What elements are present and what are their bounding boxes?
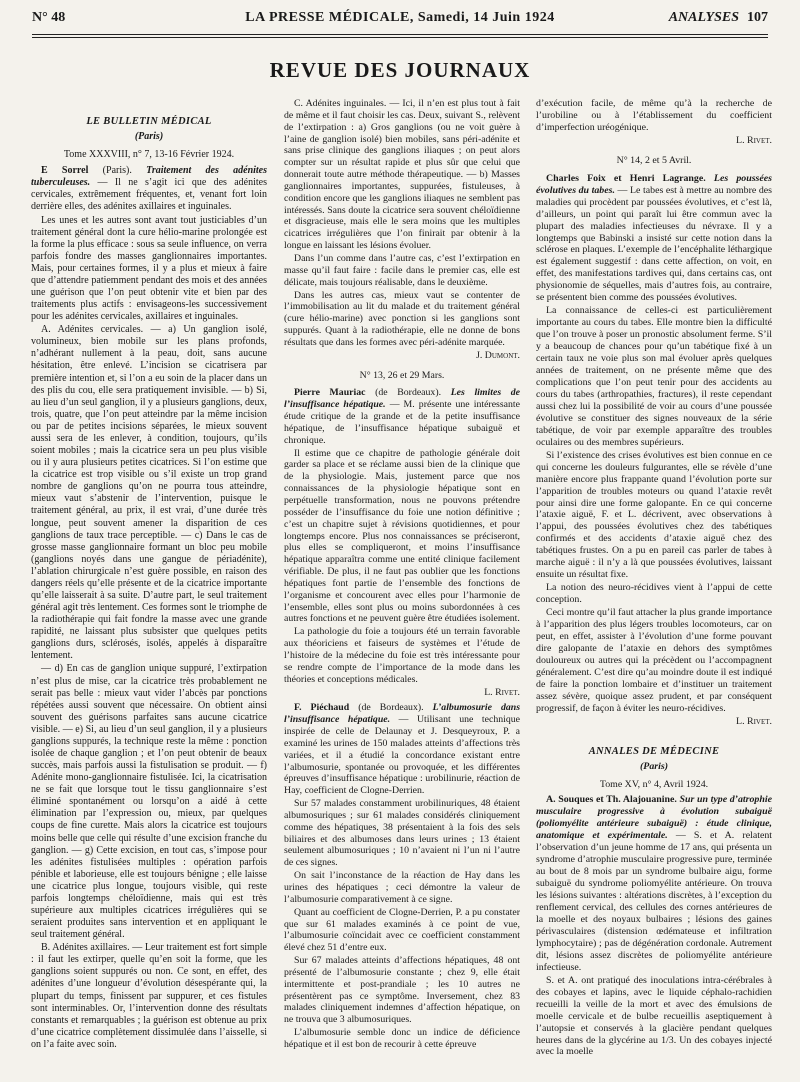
column-3: [536, 98, 772, 1059]
running-header: [32, 8, 768, 30]
section-name: ANALYSES: [668, 10, 739, 25]
paragraph: B. Adénites axillaires. — Leur traitement est fort simple : il faut les extirper, quelle qu’en soit la forme, que les ganglions soient suppurés ou non. Ce sont, en effet, des adénites d’une longueur d’évolution désespérante qui, la plupart du temps, finissent par suppurer, et ces fistules sont interminables. Or, l’intervention donne des résultats constants et remarquables ; la guérison est obtenue au prix d’une cicatrice complètement dissimulée dans l’aisselle, si on l’a faite avec soin.: [31, 942, 267, 1050]
issue-number: N° 48: [32, 10, 66, 25]
paragraph: — Il ne s’agit ici que des adénites cervicales, extrêmement fréquentes, et, venant fort loin derrière elles, des adénites axillaires et inguinales.: [31, 177, 268, 213]
article-title: Les poussées évolutives du tabes.: [536, 172, 773, 196]
article-foix: [536, 173, 772, 304]
paragraph: La pathologie du foie a toujours été un terrain favorable aux théoriciens et faiseurs de systèmes et l’étude de l’histoire de la médecine du foie est très intéressante pour se rendre compte de l’importance de la mode dans les théories et conceptions médicales.: [284, 626, 520, 685]
paragraph: A. Adénites cervicales. — a) Un ganglion isolé, volumineux, bien mobile sur les plans profonds, n’adhérant nullement à la peau, doit, sans aucune hésitation, être enlevé. L’incision se cicatrisera par première intention et, si l’on a eu soin de la placer dans un des plis du cou, elle sera pratiquement invisible. — b) Si, au lieu d’un seul ganglion, il y a plusieurs ganglions, deux, trois, quatre, que l’on peut atteindre par la même incision ou par de petites incisions séparées, le mieux souvent aussi sera de les enlever, à condition, toujours, qu’ils soient mobiles ; mais la cicatrice sera un peu plus visible ou il y aura plusieurs petites cicatrices. Si l’on estime que la cicatrice est trop visible ou s’il existe un trop grand nombre de ganglions qu’on ne pourra tous atteindre, mieux vaut s’abstenir de l’intervention, puisque le traitement général, au prix, il est vrai, d’une durée très longue, peut souvent amener la disparition de ces ganglions de taux trace perceptible. — c) Dans le cas de grosse masse ganglionnaire formant un bloc peu mobile (ganglions noyés dans une gangue de périadénite), l’ablation chirurgicale n’est guère possible, en raison des dangers réels qu’elle présente et de la cicatrice importante qu’elle laisserait à sa suite. D’autre part, le seul traitement général agit très lentement. Ces formes sont le triomphe de la radiothérapie qui fait fondre la masse avec une grande rapidité, ne laissant plus subsister que quelques petits ganglions durs, sclérosés, isolés, appelés à disparaître lentement.: [31, 324, 267, 662]
header-rule: [32, 34, 768, 35]
author: Charles Foix et Henri Lagrange.: [546, 172, 706, 184]
tome-line: Tome XV, n° 4, Avril 1924.: [599, 778, 709, 790]
header-rule-thin: [32, 37, 768, 38]
journal-title: LA PRESSE MÉDICALE, Samedi, 14 Juin 1924: [245, 10, 555, 25]
article-title: Les limites de l’insuffisance hépatique.: [284, 387, 521, 411]
paragraph: Il estime que ce chapitre de pathologie générale doit garder sa place et se réclame aussi bien de la clinique que de la physiologie. Mais, justement parce que nos connaissances de la physiologie hépatique sont en perpétuelle transformation, nous ne pouvons prétendre posséder de l’insuffisance du foie une notion définitive ; c’est un chapitre sujet à révisions quotidiennes, et pour longtemps encore. Plus nos connaissances se préciseront, plus elles se compliqueront, et moins l’insuffisance hépatique apparaîtra comme une entité clinique facilement vérifiable. De plus, il ne faut pas oublier que les fonctions hépatiques font partie de l’ensemble des fonctions de l’organisme et concourent avec elles pour l’harmonie de l’ensemble, elles sont plus ou moins subordonnées à ces autres fonctions et ne peuvent guère être étudiées isolement.: [284, 447, 520, 625]
article-piechaud: [284, 702, 520, 797]
paragraph: — Le tabes est à mettre au nombre des maladies qui procèdent par poussées évolutives, et c’est là, d’ailleurs, un point qui paraît lui être commun avec la plupart des maladies infectieuses du névraxe. Il y a longtemps que Babinski a insisté sur cette notion dans la sclérose en plaques. L’exemple de l’encéphalite léthargique est également suggestif : dans cette affection, on voit, en effet, des manifestations tardives qui, dans certains cas, ont physionomie de séquelles, mais d’autres fois, au contraire, se présentent bien comme des poussées évolutives.: [536, 184, 773, 304]
paragraph: La notion des neuro-récidives vient à l’appui de cette conception.: [536, 582, 772, 606]
signature: L. Rivet.: [736, 715, 772, 727]
column-2: [284, 98, 520, 1052]
author: Pierre Mauriac: [294, 387, 366, 399]
signature: L. Rivet.: [736, 134, 772, 146]
author-affiliation: (Paris).: [102, 165, 132, 177]
paragraph: Quant au coefficient de Clogne-Derrien, P. a pu constater que sur 61 malades examinés à ce point de vue, l’albumosurie coïncidait avec ce coefficient constamment élevé chez 51 d’entre eux.: [284, 906, 520, 954]
journal-city: (Paris): [134, 131, 164, 143]
issue-date: N° 13, 26 et 29 Mars.: [359, 369, 445, 381]
paragraph: — d) En cas de ganglion unique suppuré, l’extirpation n’est plus de mise, car la cicatrice très probablement ne serait pas belle : mieux vaut vider l’abcès par ponctions répétées aussi souvent que nécessaire. On obtient ainsi souvent des guérisons parfaites sans aucune cicatrice visible. — e) Si, au lieu d’un seul ganglion, il y a plusieurs ganglions suppurés, la technique reste la même : ponction isolée de chaque ganglion ; et l’on peut obtenir de beaux succès, mais parfois aussi la fistulisation se produit. — f) Adénite mono-ganglionnaire fistulisée. Ici, la cicatrisation ne se fait que lorsque tout le tissu ganglionnaire s’est éliminé spontanément ou lorsqu’on a aidé à cette élimination par l’expression ou, mieux, par quelques coups de fine curette. Mais alors la cicatrice est toujours moins belle que celle qui résulte d’une excision franche du ganglion. — g) Cette excision, en tout cas, s’impose pour les adénites fistulisées multiples : opération parfois pénible et laborieuse, elle est toujours bénigne ; elle laisse une cicatrice plus longue, toujours visible, qui reste parfois longtemps chéloïdienne, mais qui est très supérieure aux multiples cicatrices irrégulières qui se seraient produites sans intervention et en appliquant le seul traitement général.: [31, 663, 267, 941]
paragraph: d’exécution facile, de même qu’à la recherche de l’urobiline ou à l’établissement du coefficient d’imperfection uréogénique.: [536, 98, 772, 133]
paragraph: C. Adénites inguinales. — Ici, il n’en est plus tout à fait de même et il faut choisir les cas. Deux, suivant S., relèvent de l’extirpation : a) Gros ganglions (ou ne voit guère à l’aine de ganglion isolé) bien mobiles, sans péri-adénite et sans prise clinique des ganglions iliaques ; on peut alors compter sur un résultat rapide et plus sûr que celui que donnerait toute autre méthode thérapeutique. — b) Masses ganglionnaires importantes, suppurées, fistuleuses, à condition encore que les ganglions iliaques ne semblent pas intéressés. Sans doute la cicatrice sera souvent chéloïdienne et disgracieuse, mais elle le sera moins que les multiples cicatrices irrégulières que l’on finirait par obtenir à la longue en laissant les lésions évoluer.: [284, 98, 520, 252]
author: F. Piéchaud: [294, 702, 350, 714]
journal-name: LE BULLETIN MÉDICAL: [86, 116, 212, 127]
paragraph: Dans les autres cas, mieux vaut se contenter de l’immobilisation au lit du malade et du traitement général (cure hélio-marine) avec ponction si les ganglions sont suppurés. Quant à la radiothérapie, elle ne donne de bons résultats que dans les formes avec péri-adénite marquée.: [284, 289, 520, 348]
issue-date: N° 14, 2 et 5 Avril.: [616, 154, 692, 166]
paragraph: S. et A. ont pratiqué des inoculations intra-cérébrales à des cobayes et lapins, avec le liquide céphalo-rachidien recueilli la veille de la mort et avec des émulsions de moelle cervicale et de bulbe recueillis aseptiquement à l’autopsie et conservés à la glacière pendant quelques heures dans de la glycérine au 1/3. Un des cobayes injecté avec la moelle: [536, 974, 772, 1058]
journal-city: (Paris): [640, 760, 668, 772]
paragraph: L’albumosurie semble donc un indice de déficience hépatique et il est bon de recourir à cette épreuve: [284, 1027, 520, 1050]
author-affiliation: (de Bordeaux).: [358, 702, 424, 714]
paragraph: Sur 57 malades constamment urobilinuriques, 48 étaient albumosuriques ; sur 61 malades considérés cliniquement comme des hépatiques, 38 présentaient à la fois des sels biliaires et des albumoses dans leurs urines ; 13 étaient seulement albumosuriques ; 10 n’avaient ni l’un ni l’autre de ces signes.: [284, 798, 520, 869]
paragraph: La connaissance de celles-ci est particulièrement importante au cours du tabes. Elle montre bien la difficulté que l’on trouve à poser un pronostic absolument ferme. S’il y a beaucoup de chances pour qu’un tabétique fixé à un certain taux ne voie plus son mal évoluer après quelques années de traitement, on ne présente même que des complications que l’on peut tenir pour des accidents au cours du tabes (arthropathies, fractures), il reste cependant aussi chez lui la possibilité de voir au cours d’une poussée évolutive se constituer des signes nouveaux de la série tabétique, de voir par exemple apparaître des troubles oculaires ou des membres supérieurs.: [536, 305, 772, 448]
article-mauriac: [284, 387, 520, 446]
tome-line: Tome XXXVIII, n° 7, 13-16 Février 1924.: [63, 149, 235, 161]
paragraph: — Utilisant une technique inspirée de celle de Delaunay et J. Desqueyroux, P. a examiné les urines de 150 malades atteints d’affections très variées, et il a étudié la concordance existant entre l’albumosurie, spontanée ou provoquée, et les différentes épreuves d’insuffisance hépatique : urobilinurie, réaction de Hay, coefficient de Clogne-Derrien.: [284, 714, 520, 797]
signature: J. Dumont.: [476, 349, 520, 361]
review-title: REVUE DES JOURNAUX: [269, 58, 531, 82]
author: E Sorrel: [41, 165, 89, 177]
paragraph: Si l’existence des crises évolutives est bien connue en ce qui concerne les douleurs fulgurantes, elle se révèle d’une manière encore plus frappante quand l’évolution porte sur l’apparition de troubles moteurs ou quand l’ataxie revêt pour ainsi dire une forme galopante. En ce qui concerne l’ataxie aiguë, F. et L. décrivent, avec observations à l’appui, des poussées évolutives chez des tabétiques confirmés et des accidents d’ataxie aiguë chez des tabétiques frustes. On a pu en pareil cas parler de tabes à marche aiguë : il n’y a là que poussées évolutives, laissant ensuite un résultat fixe.: [536, 449, 772, 581]
paragraph: — S. et A. relatent l’observation d’un jeune homme de 17 ans, qui présenta un syndrome d’atrophie musculaire progressive pure, terminée au bout de 8 mois par un syndrome bulbaire aigu, forme subaiguë du syndrome poliomyélite antérieure. On trouva les lésions suivantes : altérations discrètes, à l’exception du renflement cervical, des cellules des cornes antérieures de la moelle et des noyaux bulbaires ; lésions des gaines périvasculaires (distension œdémateuse et infiltration lymphocytaire) ; pas de dégénération cordonale. Autrement dit, lésions assez discrètes de poliomyélite antérieure infectieuse.: [536, 830, 773, 973]
article-title: Traitement des adénites tuberculeuses.: [31, 165, 268, 189]
article-sorrel: [31, 165, 267, 213]
paragraph: Sur 67 malades atteints d’affections hépatiques, 48 ont présenté de l’albumosurie constante ; chez 9, elle était intermittente et post-prandiale ; les 10 autres ne présentèrent pas ce symptôme. Inversement, chez 83 malades cliniquement indemnes d’affection hépatique, on ne trouva que 3 albumosuriques.: [284, 955, 520, 1026]
paragraph: Dans l’un comme dans l’autre cas, c’est l’extirpation en masse qu’il faut faire : facile dans le premier cas, elle est délicate, mais toujours réalisable, dans le deuxième.: [284, 252, 520, 288]
paragraph: Les unes et les autres sont avant tout justiciables d’un traitement général dont la cure hélio-marine prolongée est la forme la plus efficace : sous sa seule influence, on verra parfois fondre des masses ganglionnaires importantes. Mais, pour certaines formes, il y a plus et mieux à faire que d’attendre patiemment pendant des mois et des années une guérison que l’on peut obtenir vite et bien par des traitements plus actifs : envisageons-les successivement pour les adénites cervicales, axillaires et inguinales.: [31, 214, 267, 323]
page-number: 107: [747, 10, 768, 25]
article-title: L’albumosurie dans l’insuffisance hépatique.: [284, 702, 521, 726]
article-souques: [536, 794, 772, 973]
journal-name: ANNALES DE MÉDECINE: [588, 745, 720, 757]
section-label: [669, 10, 768, 26]
signature: L. Rivet.: [484, 686, 520, 698]
paragraph: — M. présente une intéressante étude critique de la grande et de la petite insuffisance hépatique, de l’insuffisance hépatique subaiguë et chronique.: [284, 399, 520, 446]
paragraph: On sait l’inconstance de la réaction de Hay dans les urines des hépatiques ; ceci démontre la valeur de l’albumosurie comparativement à ce signe.: [284, 870, 520, 905]
paragraph: Ceci montre qu’il faut attacher la plus grande importance à l’apparition des plus légers troubles locomoteurs, car on peut, en effet, assister à l’évolution d’une forme pouvant dire galopante de l’ataxie en dehors des symptômes douloureux ou autres qui la précèdent ou l’accompagnent généralement. C’est dire qu’au moindre doute il est indiqué de faire la ponction lombaire et d’instituer un traitement assez sévère, quoique assez prudent, et par conséquent progressif, de façon à éviter les neuro-récidives.: [536, 607, 772, 714]
author: A. Souques et Th. Alajouanine.: [546, 794, 677, 806]
column-1: [31, 98, 267, 1052]
article-title: Sur un type d’atrophie musculaire progressive à évolution subaiguë (poliomyélite antérieure subaiguë) : étude clinique, anatomique et expérimentale.: [536, 794, 772, 842]
author-affiliation: (de Bordeaux).: [375, 387, 442, 399]
